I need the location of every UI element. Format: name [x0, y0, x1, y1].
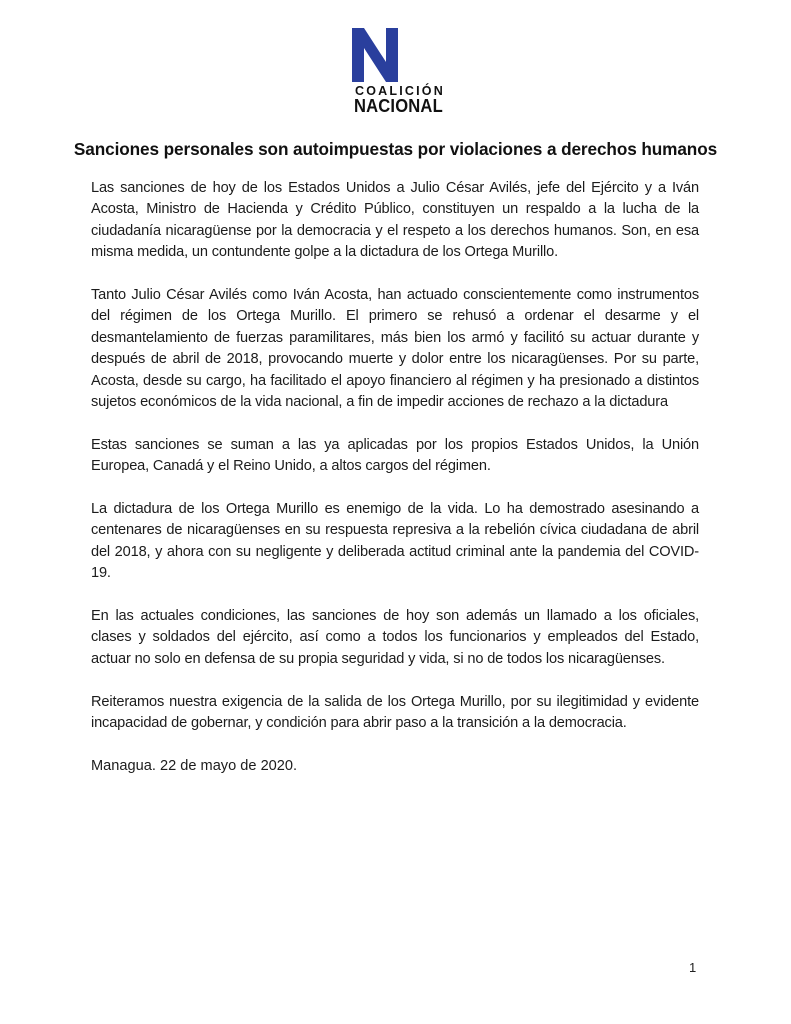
date-line: Managua. 22 de mayo de 2020.: [91, 757, 298, 774]
paragraph-1: Las sanciones de hoy de los Estados Unidos a Julio César Avilés, jefe del Ejército y a Iván Acosta, Ministro de Hacienda y Crédito Público, constituyen un respaldo a la lucha de la ciudadanía nicaragüense por la democracia y el respeto a los derechos humanos. Son, en esa misma medida, un contundente golpe a la dictadura de los Ortega Murillo.: [91, 180, 699, 261]
document-title: Sanciones personales son autoimpuestas por violaciones a derechos humanos: [73, 139, 718, 159]
logo-text-nacional: NACIONAL: [354, 96, 443, 116]
paragraph-5: En las actuales condiciones, las sanciones de hoy son además un llamado a los oficiales, clases y soldados del ejército, así como a todos los funcionarios y empleados del Estado, actuar no solo en defensa de su propia seguridad y vida, si no de todos los nicaragüenses.: [91, 608, 699, 667]
paragraph-4: La dictadura de los Ortega Murillo es enemigo de la vida. Lo ha demostrado asesinando a centenares de nicaragüenses en su respuesta represiva a la rebelión cívica ciudadana de abril del 2018, y ahora con su negligente y deliberada actitud criminal ante la pandemia del COVID-19.: [91, 501, 699, 582]
coalicion-nacional-logo: [340, 28, 450, 120]
page-number: 1: [689, 960, 697, 975]
paragraph-6: Reiteramos nuestra exigencia de la salida de los Ortega Murillo, por su ilegitimidad y evidente incapacidad de gobernar, y condición para abrir paso a la transición a la democracia.: [91, 693, 699, 732]
logo-text-coalicion: COALICIÓN: [355, 84, 445, 98]
logo-n-mark: [352, 28, 398, 82]
paragraph-3: Estas sanciones se suman a las ya aplicadas por los propios Estados Unidos, la Unión Europea, Canadá y el Reino Unido, a altos cargos del régimen.: [91, 436, 699, 475]
document-body: [91, 178, 699, 777]
paragraph-2: Tanto Julio César Avilés como Iván Acosta, han actuado conscientemente como instrumentos del régimen de los Ortega Murillo. El primero se rehusó a ordenar el desarme y el desmantelamiento de fuerzas paramilitares, más bien los armó y facilitó su actuar durante y después de abril de 2018, provocando muerte y dolor entre los nicaragüenses. Por su parte, Acosta, desde su cargo, ha facilitado el apoyo financiero al régimen y ha presionado a distintos sujetos económicos de la vida nacional, a fin de impedir acciones de rechazo a la dictadura: [91, 287, 699, 411]
